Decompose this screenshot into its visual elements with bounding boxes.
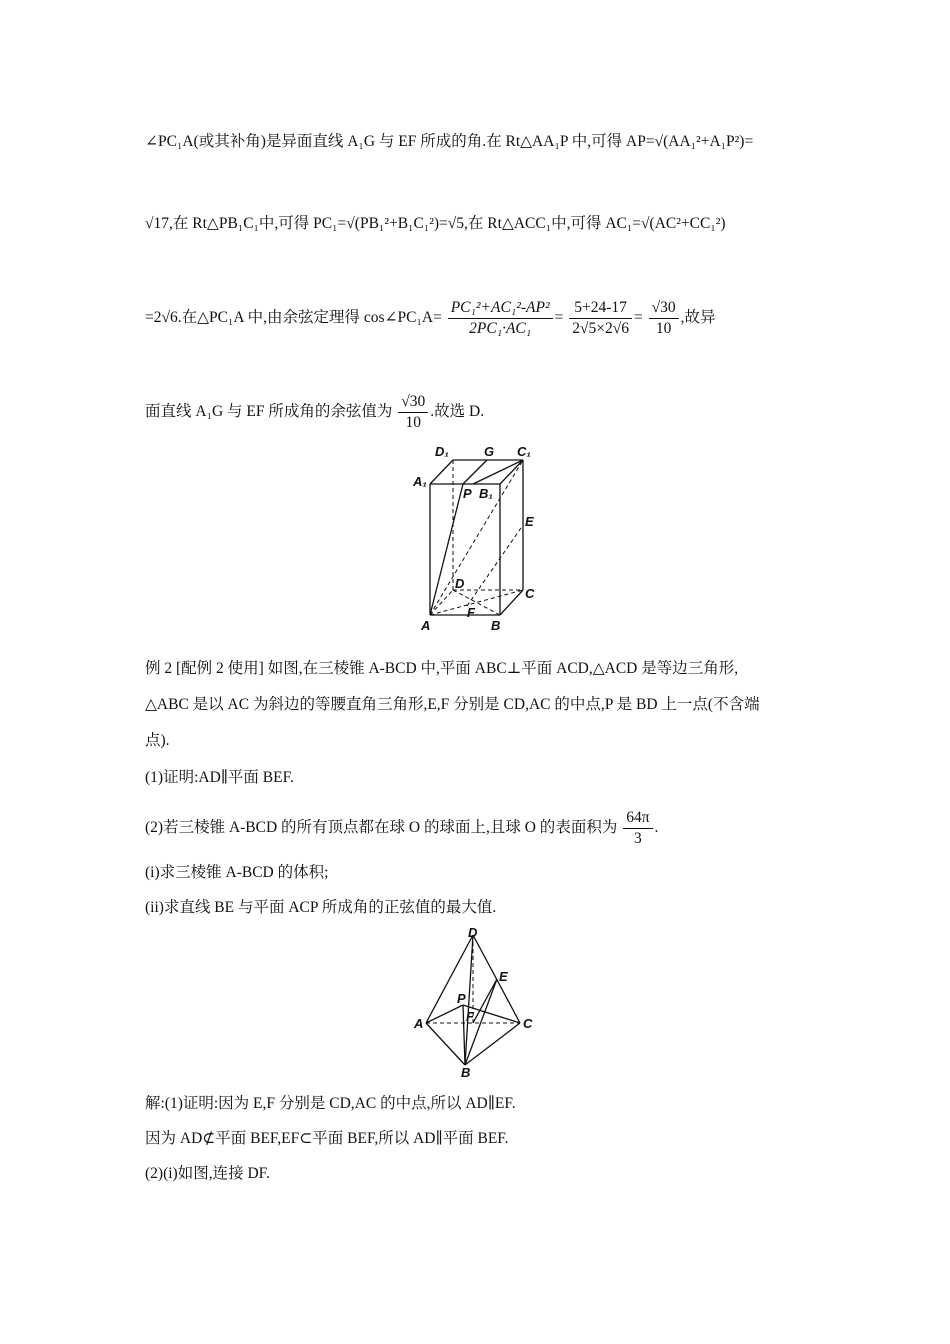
numerator: 64π — [623, 808, 652, 829]
fraction-cosine-formula — [448, 298, 553, 339]
example-line-2 — [145, 693, 810, 717]
text: .在△PC₁A 中,由余弦定理得 cos∠PC₁A= — [177, 309, 442, 327]
text: (i)求三棱锥 A-BCD 的体积; — [145, 864, 329, 881]
label-g: G — [484, 444, 495, 459]
denominator: 3 — [633, 830, 642, 847]
label-b1: B₁ — [479, 486, 493, 501]
solution-line-3: =2√6.在△PC₁A 中,由余弦定理得 cos∠PC₁A= $\frac{\text{PC₁²+AC₁²-AP²}}{\text{2PC₁·AC₁}}$ = $\frac{5+24-17}{2√5\times 2√6}$ = $\frac{√30}{10}$ ,故异 — [145, 299, 716, 337]
math-expression: √(PB₁²+B₁C₁²)=√5 — [346, 215, 465, 232]
question-2-i — [145, 861, 810, 885]
text: (1)证明:AD∥平面 BEF. — [145, 769, 294, 786]
label-a: A — [414, 1016, 424, 1031]
label-d: D — [468, 925, 478, 940]
question-2-ii — [145, 896, 810, 920]
label-e: E — [525, 514, 534, 529]
text: (ii)求直线 BE 与平面 ACP 所成角的正弦值的最大值. — [145, 899, 497, 916]
denominator: 2PC₁·AC₁ — [469, 320, 532, 337]
label-d: D — [455, 576, 465, 591]
fraction-result — [649, 298, 679, 339]
label-a: A — [421, 618, 431, 633]
math-expression: √(AC²+CC₁²) — [641, 215, 726, 232]
text: ,在 Rt△PB₁C₁中,可得 PC₁= — [169, 215, 347, 232]
text: . — [654, 819, 659, 837]
numerator: 5+24-17 — [569, 298, 632, 319]
label-p: P — [457, 991, 466, 1006]
text: 因为 AD⊄平面 BEF,EF⊂平面 BEF,所以 AD∥平面 BEF. — [145, 1130, 509, 1147]
label-b: B — [461, 1065, 471, 1080]
text: (2)若三棱锥 A-BCD 的所有顶点都在球 O 的球面上,且球 O 的表面积为 — [145, 819, 618, 837]
numerator: √30 — [398, 392, 428, 413]
text: 解:(1)证明:因为 E,F 分别是 CD,AC 的中点,所以 AD∥EF. — [145, 1095, 516, 1112]
label-c: C — [523, 1016, 533, 1031]
solution-part-1-line-2 — [145, 1127, 810, 1151]
fraction-values — [569, 298, 632, 339]
label-c: C — [525, 586, 535, 601]
solution-part-2-line-1 — [145, 1162, 810, 1186]
text: 面直线 A₁G 与 EF 所成角的余弦值为 — [145, 403, 393, 421]
numerator: PC₁²+AC₁²-AP² — [448, 298, 553, 319]
label-b: B — [491, 618, 501, 633]
denominator: 10 — [655, 320, 672, 337]
tetrahedron-figure — [410, 925, 540, 1080]
denominator: 2√5×2√6 — [572, 320, 629, 337]
label-f: F — [467, 605, 475, 620]
numerator: √30 — [649, 298, 679, 319]
label-c1: C₁ — [517, 444, 531, 459]
solution-line-4 — [145, 392, 810, 433]
text: 点). — [145, 732, 170, 749]
label-p: P — [463, 486, 472, 501]
fraction-answer — [398, 392, 428, 433]
question-2 — [145, 808, 810, 849]
math-expression: √17 — [145, 215, 170, 232]
solution-part-1-line-1 — [145, 1092, 810, 1116]
text: .故选 D. — [430, 403, 485, 421]
solution-line-1 — [145, 130, 810, 154]
label-f: F — [466, 1009, 474, 1024]
math-expression: √(AA₁²+A₁P²)= — [654, 133, 754, 150]
text: ,故异 — [680, 309, 716, 327]
label-a1: A₁ — [413, 474, 427, 489]
fraction-surface-area — [623, 808, 652, 849]
question-1 — [145, 766, 810, 790]
text: (2)(i)如图,连接 DF. — [145, 1165, 270, 1182]
text: ,在 Rt△ACC₁中,可得 AC₁= — [464, 215, 642, 232]
label-e: E — [499, 969, 508, 984]
example-line-3 — [145, 729, 810, 753]
prism-figure — [405, 440, 555, 635]
text: 例 2 [配例 2 使用] 如图,在三棱锥 A-BCD 中,平面 ABC⊥平面 ACD,△ACD 是等边三角形, — [145, 660, 739, 677]
denominator: 10 — [405, 414, 422, 431]
example-line-1 — [145, 657, 810, 681]
math-expression: =2√6 — [145, 309, 178, 327]
label-d1: D₁ — [435, 444, 449, 459]
solution-line-2 — [145, 212, 810, 236]
text: △ABC 是以 AC 为斜边的等腰直角三角形,E,F 分别是 CD,AC 的中点,P 是 BD 上一点(不含端 — [145, 696, 760, 713]
text: ∠PC₁A(或其补角)是异面直线 A₁G 与 EF 所成的角.在 Rt△AA₁P 中,可得 AP= — [145, 133, 655, 150]
